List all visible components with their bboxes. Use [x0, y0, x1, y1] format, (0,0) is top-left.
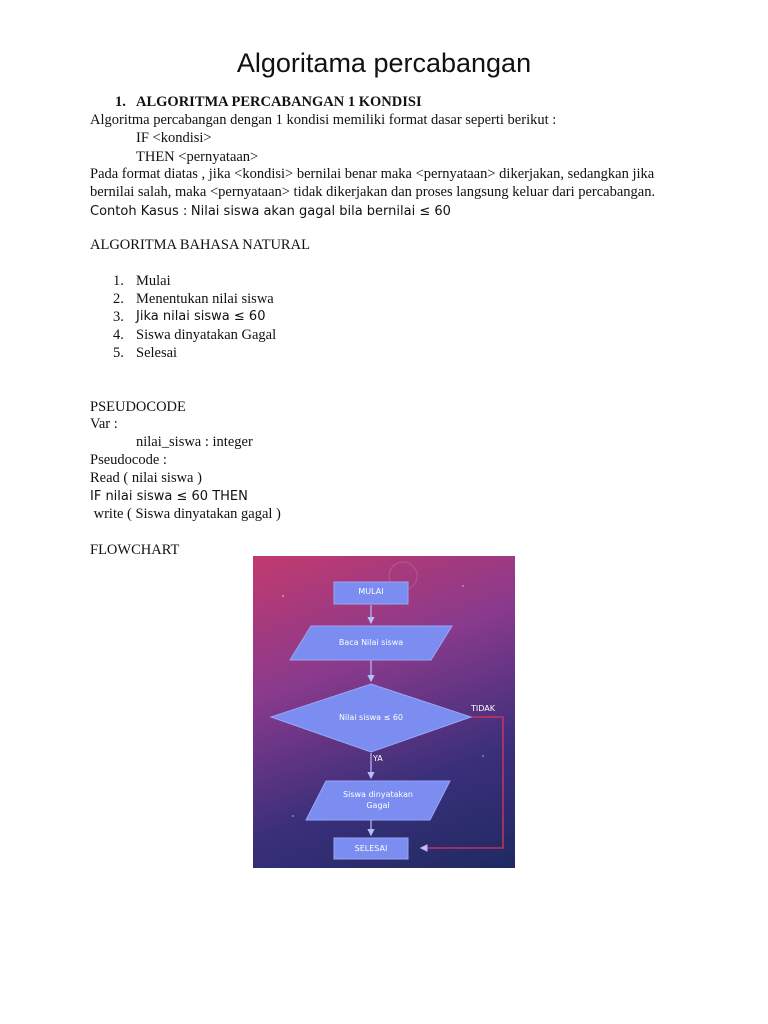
output-label-line-1: Siswa dinyatakan	[343, 790, 413, 799]
step-number: 1.	[113, 273, 124, 289]
step-text: Jika nilai siswa ≤ 60	[136, 309, 266, 324]
var-declaration: nilai_siswa : integer	[136, 434, 253, 450]
var-label: Var :	[90, 416, 118, 432]
section-number: 1.	[115, 94, 126, 110]
step-number: 4.	[113, 327, 124, 343]
intro-text: Algoritma percabangan dengan 1 kondisi memiliki format dasar seperti berikut :	[90, 112, 557, 128]
case-label: Contoh Kasus :	[90, 204, 188, 219]
yes-label: YA	[373, 754, 383, 763]
explanation-line-2: bernilai salah, maka <pernyataan> tidak dikerjakan dan proses langsung keluar dari percabangan.	[90, 184, 656, 200]
flowchart-image	[253, 556, 515, 868]
natural-heading: ALGORITMA BAHASA NATURAL	[90, 237, 310, 253]
pseudocode-heading: PSEUDOCODE	[90, 399, 186, 415]
end-label: SELESAI	[354, 844, 388, 853]
case-text: Nilai siswa akan gagal bila bernilai ≤ 60	[190, 204, 451, 219]
case-line	[90, 202, 451, 221]
flowchart-heading: FLOWCHART	[90, 542, 180, 558]
if-line	[90, 487, 248, 506]
pseudocode-label: Pseudocode :	[90, 452, 167, 468]
no-label: TIDAK	[471, 704, 495, 713]
step-text: Mulai	[136, 273, 171, 289]
step-number: 3.	[113, 309, 124, 325]
start-label: MULAI	[358, 587, 384, 596]
explanation-line-1: Pada format diatas , jika <kondisi> bernilai benar maka <pernyataan> dikerjakan, sedangkan jika	[90, 166, 655, 182]
write-line: write ( Siswa dinyatakan gagal )	[90, 506, 281, 522]
then-format-line: THEN <pernyataan>	[136, 149, 259, 165]
section-heading: ALGORITMA PERCABANGAN 1 KONDISI	[136, 94, 422, 110]
step-text: Menentukan nilai siswa	[136, 291, 274, 307]
output-label-line-2: Gagal	[366, 801, 390, 810]
input-label: Baca Nilai siswa	[338, 638, 404, 647]
step-text: Siswa dinyatakan Gagal	[136, 327, 277, 343]
decision-label: Nilai siswa ≤ 60	[338, 713, 404, 722]
if-format-line: IF <kondisi>	[136, 130, 212, 146]
step-text: Selesai	[136, 345, 178, 361]
if-line-text: IF nilai siswa ≤ 60 THEN	[90, 489, 248, 504]
read-line: Read ( nilai siswa )	[90, 470, 202, 486]
step-number: 5.	[113, 345, 124, 361]
step-number: 2.	[113, 291, 124, 307]
page-title: Algoritama percabangan	[236, 48, 532, 78]
